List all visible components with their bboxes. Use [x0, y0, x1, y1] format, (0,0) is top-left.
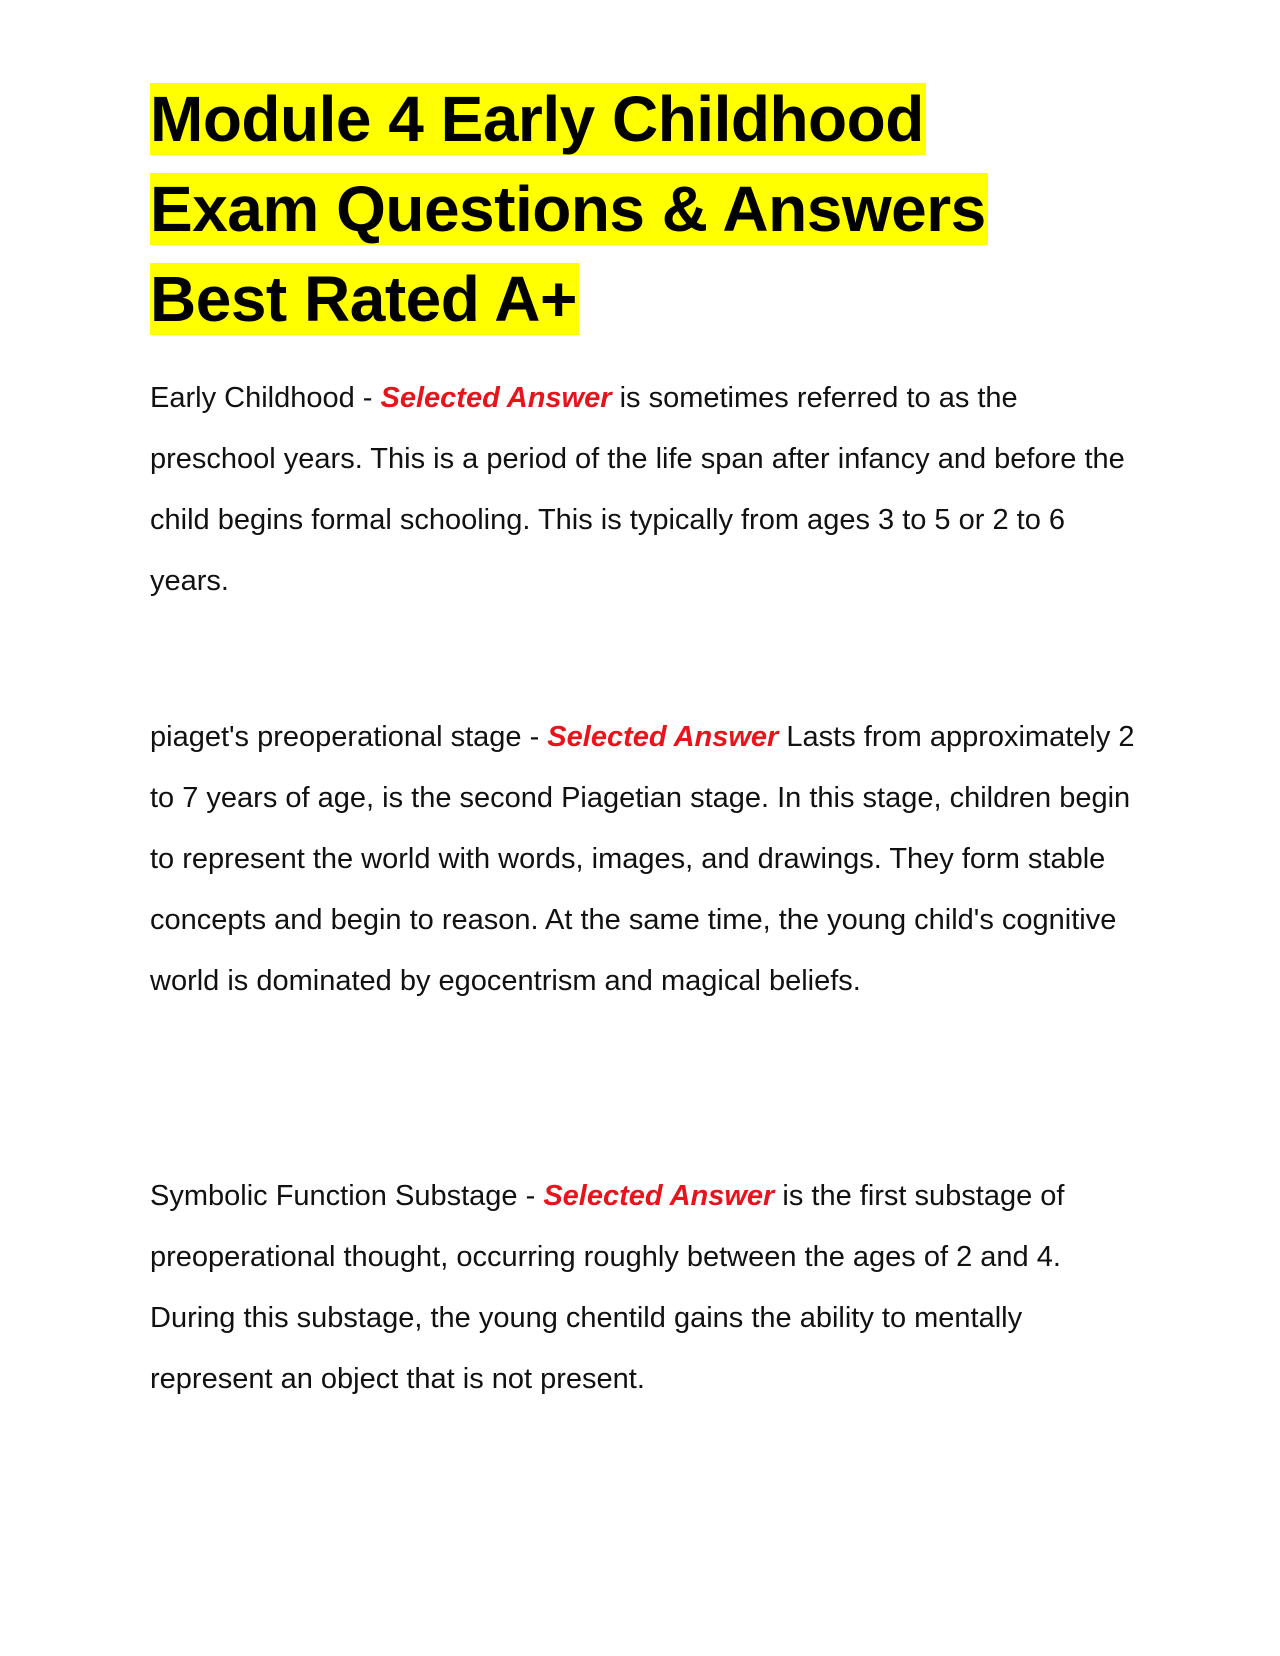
qa-entry-preoperational-stage	[150, 707, 1135, 1012]
entry-term: piaget's preoperational stage -	[150, 721, 548, 753]
entry-definition: is the first substage of preoperational thought, occurring roughly between the ages of 2 and 4. During this substage, the young chentild gains the ability to mentally represent an object that is not present.	[150, 1180, 1065, 1395]
qa-entry-symbolic-function-substage	[150, 1166, 1135, 1410]
selected-answer-label: Selected Answer	[543, 1180, 775, 1212]
selected-answer-label: Selected Answer	[547, 721, 779, 753]
qa-entry-early-childhood	[150, 368, 1135, 612]
entry-definition: is sometimes referred to as the preschool years. This is a period of the life span after infancy and before the child begins formal schooling. This is typically from ages 3 to 5 or 2 to 6 years.	[150, 382, 1125, 597]
entry-term: Symbolic Function Substage -	[150, 1180, 544, 1212]
selected-answer-label: Selected Answer	[380, 382, 612, 414]
title-line-1: Module 4 Early Childhood	[150, 83, 924, 155]
entry-term: Early Childhood -	[150, 382, 381, 414]
title-line-2: Exam Questions & Answers	[150, 173, 986, 245]
title-line-3: Best Rated A+	[150, 263, 577, 335]
entry-definition: Lasts from approximately 2 to 7 years of age, is the second Piagetian stage. In this stage, children begin to represent the world with words, images, and drawings. They form stable concepts and begin to reason. At the same time, the young child's cognitive world is dominated by egocentrism and magical beliefs.	[150, 721, 1135, 997]
document-title	[150, 74, 1050, 344]
